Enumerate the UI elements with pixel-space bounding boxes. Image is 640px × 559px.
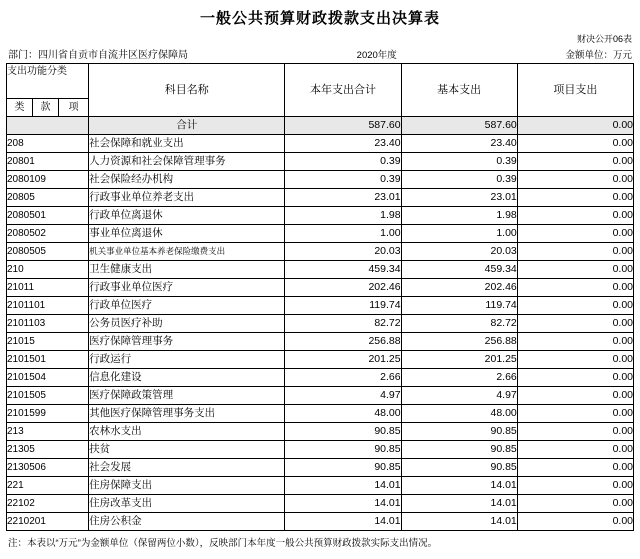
row-subject-name: 社会保险经办机构 [89,171,285,189]
row-total-year-value: 48.00 [285,405,401,423]
table-row [7,297,634,315]
header-total-year: 本年支出合计 [285,64,401,117]
row-project-value: 0.00 [517,369,633,387]
row-basic-value: 82.72 [401,315,517,333]
row-code: 20801 [7,153,89,171]
header-lei: 类 [7,99,33,117]
row-basic-value: 14.01 [401,495,517,513]
row-subject-name: 行政单位离退休 [89,207,285,225]
row-subject-name: 信息化建设 [89,369,285,387]
total-basic-value: 587.60 [401,117,517,135]
row-basic-value: 90.85 [401,441,517,459]
row-total-year-value: 202.46 [285,279,401,297]
row-total-year-value: 2.66 [285,369,401,387]
row-code: 2080502 [7,225,89,243]
header-kuan: 款 [33,99,59,117]
table-row [7,279,634,297]
table-row [7,225,634,243]
row-total-year-value: 14.01 [285,495,401,513]
row-total-year-value: 119.74 [285,297,401,315]
row-total-year-value: 90.85 [285,459,401,477]
page-title: 一般公共预算财政拨款支出决算表 [199,10,440,27]
row-subject-name: 行政单位医疗 [89,297,285,315]
row-basic-value: 256.88 [401,333,517,351]
row-subject-name: 医疗保障政策管理 [89,387,285,405]
header-subject-name: 科目名称 [89,64,285,117]
row-basic-value: 48.00 [401,405,517,423]
table-row [7,369,634,387]
row-total-year-value: 82.72 [285,315,401,333]
table-row [7,261,634,279]
row-project-value: 0.00 [517,171,633,189]
row-total-year-value: 23.01 [285,189,401,207]
department-label: 部门： [8,50,38,61]
row-subject-name: 住房改革支出 [89,495,285,513]
row-subject-name: 事业单位离退休 [89,225,285,243]
row-basic-value: 90.85 [401,459,517,477]
total-label: 合计 [89,117,285,135]
department-info [8,46,188,61]
row-total-year-value: 256.88 [285,333,401,351]
row-project-value: 0.00 [517,153,633,171]
row-project-value: 0.00 [517,315,633,333]
row-subject-name: 行政事业单位养老支出 [89,189,285,207]
row-basic-value: 23.40 [401,135,517,153]
row-subject-name: 农林水支出 [89,423,285,441]
row-project-value: 0.00 [517,333,633,351]
row-code: 210 [7,261,89,279]
row-subject-name: 卫生健康支出 [89,261,285,279]
table-row [7,171,634,189]
row-code: 213 [7,423,89,441]
table-row [7,135,634,153]
row-subject-name: 社会发展 [89,459,285,477]
row-subject-name: 行政运行 [89,351,285,369]
row-project-value: 0.00 [517,423,633,441]
row-subject-name: 机关事业单位基本养老保险缴费支出 [89,243,285,261]
row-basic-value: 0.39 [401,171,517,189]
table-row [7,387,634,405]
row-basic-value: 202.46 [401,279,517,297]
row-code: 2101599 [7,405,89,423]
row-subject-name: 扶贫 [89,441,285,459]
table-row [7,207,634,225]
row-code: 20805 [7,189,89,207]
total-year-value: 587.60 [285,117,401,135]
row-basic-value: 1.00 [401,225,517,243]
row-basic-value: 4.97 [401,387,517,405]
total-code-cell [7,117,89,135]
table-row [7,495,634,513]
row-total-year-value: 0.39 [285,171,401,189]
row-total-year-value: 4.97 [285,387,401,405]
header-xiang: 项 [59,99,89,117]
row-subject-name: 住房保障支出 [89,477,285,495]
row-project-value: 0.00 [517,189,633,207]
row-project-value: 0.00 [517,459,633,477]
row-basic-value: 119.74 [401,297,517,315]
amount-unit: 金额单位：万元 [565,50,632,61]
row-total-year-value: 201.25 [285,351,401,369]
row-project-value: 0.00 [517,405,633,423]
row-project-value: 0.00 [517,297,633,315]
row-code: 2080501 [7,207,89,225]
row-project-value: 0.00 [517,225,633,243]
header-basic: 基本支出 [401,64,517,117]
row-code: 22102 [7,495,89,513]
row-basic-value: 23.01 [401,189,517,207]
row-basic-value: 1.98 [401,207,517,225]
table-row [7,333,634,351]
row-basic-value: 0.39 [401,153,517,171]
row-project-value: 0.00 [517,441,633,459]
row-project-value: 0.00 [517,513,633,531]
row-total-year-value: 459.34 [285,261,401,279]
row-code: 21015 [7,333,89,351]
row-project-value: 0.00 [517,135,633,153]
row-total-year-value: 23.40 [285,135,401,153]
table-row [7,423,634,441]
row-subject-name: 人力资源和社会保障管理事务 [89,153,285,171]
table-row [7,441,634,459]
row-code: 2080505 [7,243,89,261]
table-row [7,243,634,261]
row-code: 2101504 [7,369,89,387]
table-row [7,153,634,171]
table-row [7,513,634,531]
table-footnote: 注：本表以“万元”为金额单位（保留两位小数），反映部门本年度一般公共预算财政拨款实际支出情况。 [8,538,438,549]
table-total-row [7,117,634,135]
row-code: 2101501 [7,351,89,369]
row-code: 2080109 [7,171,89,189]
header-project: 项目支出 [517,64,633,117]
budget-expenditure-table [6,63,634,531]
row-basic-value: 14.01 [401,477,517,495]
row-total-year-value: 1.00 [285,225,401,243]
table-row [7,189,634,207]
row-basic-value: 459.34 [401,261,517,279]
table-row [7,477,634,495]
table-row [7,405,634,423]
row-subject-name: 公务员医疗补助 [89,315,285,333]
row-project-value: 0.00 [517,387,633,405]
row-code: 2101103 [7,315,89,333]
table-row [7,315,634,333]
row-basic-value: 14.01 [401,513,517,531]
row-code: 21011 [7,279,89,297]
meta-row [6,45,634,63]
row-total-year-value: 90.85 [285,441,401,459]
total-project-value: 0.00 [517,117,633,135]
header-function-class: 支出功能分类 [7,64,89,99]
row-code: 2130506 [7,459,89,477]
row-basic-value: 2.66 [401,369,517,387]
row-code: 2101505 [7,387,89,405]
row-subject-name: 医疗保障管理事务 [89,333,285,351]
row-project-value: 0.00 [517,261,633,279]
row-basic-value: 201.25 [401,351,517,369]
row-subject-name: 其他医疗保障管理事务支出 [89,405,285,423]
row-project-value: 0.00 [517,477,633,495]
row-basic-value: 20.03 [401,243,517,261]
row-total-year-value: 0.39 [285,153,401,171]
department-name: 四川省自贡市自流井区医疗保障局 [38,50,188,61]
row-basic-value: 90.85 [401,423,517,441]
row-total-year-value: 20.03 [285,243,401,261]
row-project-value: 0.00 [517,243,633,261]
row-code: 21305 [7,441,89,459]
row-code: 2210201 [7,513,89,531]
row-code: 2101101 [7,297,89,315]
row-total-year-value: 14.01 [285,477,401,495]
row-subject-name: 住房公积金 [89,513,285,531]
row-total-year-value: 90.85 [285,423,401,441]
row-code: 221 [7,477,89,495]
table-row [7,351,634,369]
row-project-value: 0.00 [517,351,633,369]
row-project-value: 0.00 [517,207,633,225]
row-total-year-value: 1.98 [285,207,401,225]
row-project-value: 0.00 [517,279,633,297]
row-subject-name: 行政事业单位医疗 [89,279,285,297]
row-code: 208 [7,135,89,153]
form-code: 财决公开06表 [576,34,632,44]
fiscal-year: 2020年度 [356,50,397,61]
row-total-year-value: 14.01 [285,513,401,531]
row-project-value: 0.00 [517,495,633,513]
table-row [7,459,634,477]
row-subject-name: 社会保障和就业支出 [89,135,285,153]
